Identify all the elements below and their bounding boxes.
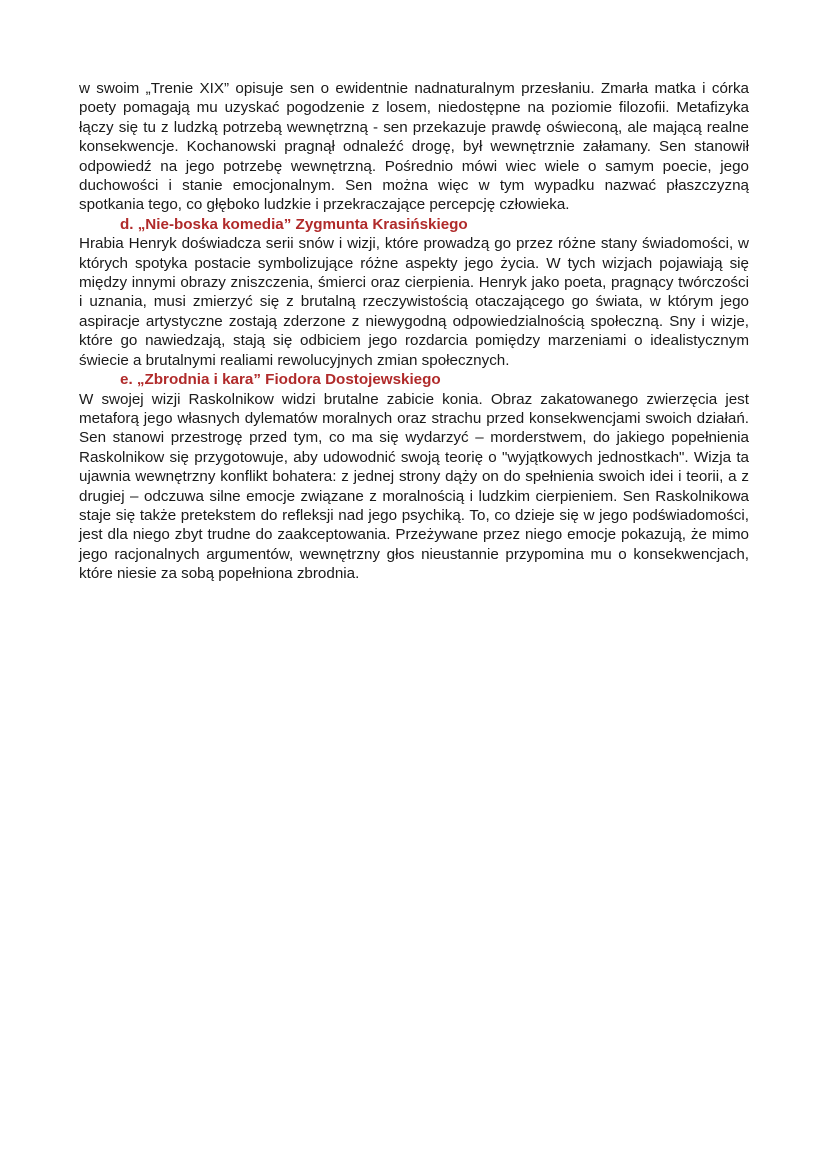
document-page	[79, 79, 749, 584]
section-heading-d: d. „Nie-boska komedia” Zygmunta Krasińskiego	[120, 215, 468, 233]
paragraph-nie-boska-komedia: Hrabia Henryk doświadcza serii snów i wizji, które prowadzą go przez różne stany świadomości, w których spotyka postacie symbolizujące różne aspekty jego życia. W tych wizjach pojawiają się między innymi obrazy zniszczenia, śmierci oraz cierpienia. Henryk jako poeta, pragnący twórczości i uznania, musi zmierzyć się z brutalną rzeczywistością otaczającego go świata, w którym jego aspiracje artystyczne zostają zderzone z niewygodną odpowiedzialnością społeczną. Sny i wizje, które go nawiedzają, stają się odbiciem jego rozdarcia pomiędzy marzeniami o idealistycznym świecie a brutalnymi realiami rewolucyjnych zmian społecznych.	[79, 235, 749, 369]
paragraph-tren-xix: w swoim „Trenie XIX” opisuje sen o ewidentnie nadnaturalnym przesłaniu. Zmarła matka i córka poety pomagają mu uzyskać pogodzenie z losem, niedostępne na poziomie filozofii. Metafizyka łączy się tu z ludzką potrzebą wewnętrzną - sen przekazuje prawdę oświeconą, ale mającą realne konsekwencje. Kochanowski pragnął odnaleźć drogę, był wewnętrznie załamany. Sen stanowił odpowiedź na jego potrzebę wewnętrzną. Pośrednio mówi wiec wiele o samym poecie, jego duchowości i stanie emocjonalnym. Sen można więc w tym wypadku nazwać płaszczyzną spotkania tego, co głęboko ludzkie i przekraczające percepcję człowieka.	[79, 80, 749, 214]
section-heading-e: e. „Zbrodnia i kara” Fiodora Dostojewskiego	[120, 371, 441, 389]
paragraph-zbrodnia-i-kara: W swojej wizji Raskolnikow widzi brutalne zabicie konia. Obraz zakatowanego zwierzęcia jest metaforą jego własnych dylematów moralnych oraz strachu przed konsekwencjami swoich działań. Sen stanowi przestrogę przed tym, co ma się wydarzyć – morderstwem, do jakiego popełnienia Raskolnikow się przygotowuje, aby udowodnić swoją teorię o "wyjątkowych jednostkach". Wizja ta ujawnia wewnętrzny konflikt bohatera: z jednej strony dąży on do spełnienia swoich idei i teorii, a z drugiej – odczuwa silne emocje związane z moralnością i ludzkim cierpieniem. Sen Raskolnikowa staje się także pretekstem do refleksji nad jego psychiką. To, co dzieje się w jego podświadomości, jest dla niego zbyt trudne do zaakceptowania. Przeżywane przez niego emocje pokazują, że mimo jego racjonalnych argumentów, wewnętrzny głos nieustannie przypomina mu o konsekwencjach, które niesie za sobą popełniona zbrodnia.	[79, 390, 749, 583]
